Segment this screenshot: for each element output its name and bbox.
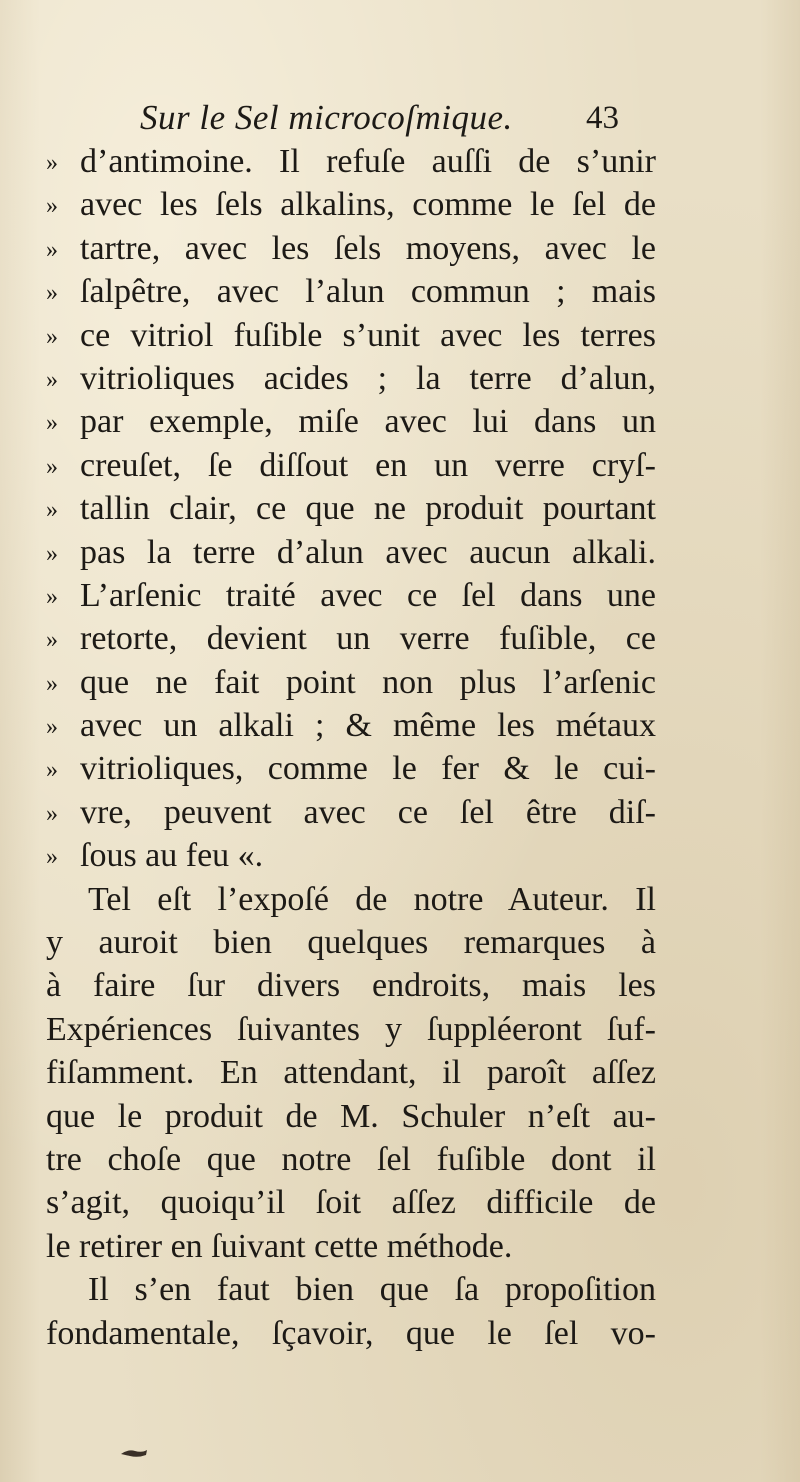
ornament-icon <box>120 1448 148 1458</box>
text-line <box>46 183 656 226</box>
text-line <box>46 140 656 183</box>
line-text: le retirer en ſuivant cette méthode. <box>46 1227 513 1265</box>
text-line <box>46 878 656 921</box>
line-text: tre choſe que notre ſel fuſible dont il <box>46 1140 656 1178</box>
text-line <box>46 1225 656 1268</box>
line-text: Tel eſt l’expoſé de notre Auteur. Il <box>88 880 656 918</box>
line-text: fondamentale, ſçavoir, que le ſel vo- <box>46 1314 656 1352</box>
text-line <box>46 314 656 357</box>
text-line <box>46 964 656 1007</box>
line-text: Expériences ſuivantes y ſuppléeront ſuf- <box>46 1010 656 1048</box>
line-text: y auroit bien quelques remarques à <box>46 924 656 962</box>
text-line <box>46 1008 656 1051</box>
quote-mark: » <box>46 844 58 871</box>
quote-mark: » <box>46 540 58 567</box>
text-line <box>46 487 656 530</box>
line-text: avec un alkali ; & même les métaux <box>80 707 656 745</box>
quote-mark: » <box>46 236 58 263</box>
running-head-title: Sur le Sel microcoſmique. <box>140 98 513 137</box>
line-text: retorte, devient un verre fuſible, ce <box>80 620 656 658</box>
running-head <box>140 96 660 140</box>
text-line <box>46 1051 656 1094</box>
line-text: vitrioliques, comme le fer & le cui- <box>80 750 656 788</box>
line-text: tallin clair, ce que ne produit pourtant <box>80 490 656 528</box>
quote-mark: » <box>46 800 58 827</box>
line-text: d’antimoine. Il refuſe auſſi de s’unir <box>80 143 656 180</box>
line-text: ſous au feu «. <box>80 837 264 875</box>
line-text: s’agit, quoiqu’il ſoit aſſez difficile de <box>46 1184 656 1222</box>
text-line <box>46 704 656 747</box>
text-line <box>46 1095 656 1138</box>
quote-mark: » <box>46 714 58 741</box>
line-text: L’arſenic traité avec ce ſel dans une <box>80 576 656 614</box>
line-text: avec les ſels alkalins, comme le ſel de <box>80 186 656 224</box>
body-text <box>46 140 656 1355</box>
text-line <box>46 444 656 487</box>
line-text: que ne fait point non plus l’arſenic <box>80 663 656 701</box>
quote-mark: » <box>46 366 58 393</box>
line-text: ſalpêtre, avec l’alun commun ; mais <box>80 273 656 311</box>
text-line <box>46 834 656 877</box>
text-line <box>46 921 656 964</box>
quote-mark: » <box>46 583 58 610</box>
line-text: que le produit de M. Schuler n’eſt au- <box>46 1097 656 1135</box>
text-line <box>46 661 656 704</box>
quote-mark: » <box>46 280 58 307</box>
line-text: vitrioliques acides ; la terre d’alun, <box>80 359 656 397</box>
text-line <box>46 791 656 834</box>
line-text: à faire ſur divers endroits, mais les <box>46 967 656 1005</box>
text-line <box>46 270 656 313</box>
quote-mark: » <box>46 757 58 784</box>
line-text: ce vitriol fuſible s’unit avec les terres <box>80 316 656 354</box>
text-line <box>46 574 656 617</box>
quote-mark: » <box>46 627 58 654</box>
line-text: creuſet, ſe diſſout en un verre cryſ- <box>80 446 656 484</box>
text-line <box>46 1138 656 1181</box>
line-text: tartre, avec les ſels moyens, avec le <box>80 229 656 267</box>
text-line <box>46 1268 656 1311</box>
page-number: 43 <box>586 100 619 136</box>
line-text: par exemple, miſe avec lui dans un <box>80 403 656 441</box>
text-line <box>46 747 656 790</box>
text-line <box>46 1312 656 1355</box>
quote-mark: » <box>46 193 58 220</box>
text-line <box>46 357 656 400</box>
text-line <box>46 227 656 270</box>
quote-mark: » <box>46 670 58 697</box>
text-line <box>46 400 656 443</box>
line-text: vre, peuvent avec ce ſel être diſ- <box>80 793 656 831</box>
quote-mark: » <box>46 410 58 437</box>
quote-mark: » <box>46 323 58 350</box>
quote-mark: » <box>46 497 58 524</box>
quote-mark: » <box>46 150 58 176</box>
text-line <box>46 1181 656 1224</box>
quote-mark: » <box>46 453 58 480</box>
line-text: fiſamment. En attendant, il paroît aſſez <box>46 1054 656 1092</box>
text-line <box>46 617 656 660</box>
line-text: pas la terre d’alun avec aucun alkali. <box>80 533 656 571</box>
text-line <box>46 531 656 574</box>
line-text: Il s’en faut bien que ſa propoſition <box>88 1271 656 1309</box>
